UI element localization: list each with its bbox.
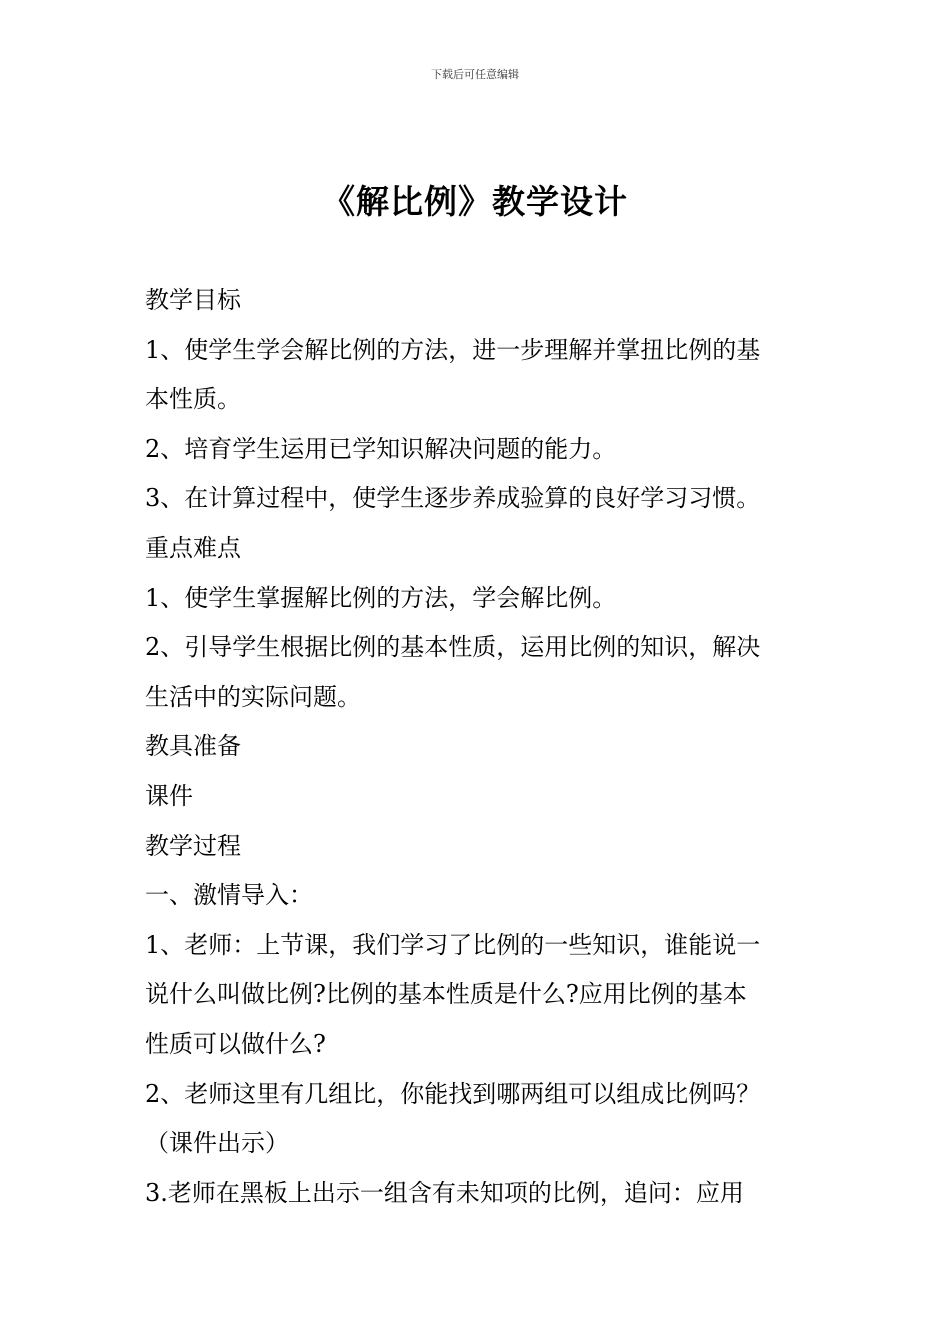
paragraph-line: 课件 [145, 781, 193, 810]
paragraph-line: 2、老师这里有几组比，你能找到哪两组可以组成比例吗？ [145, 1079, 761, 1108]
section-heading-materials: 教具准备 [145, 732, 241, 761]
section-heading-objectives: 教学目标 [145, 286, 241, 314]
paragraph-line: 性质可以做什么? [145, 1029, 326, 1058]
section-heading-key-points: 重点难点 [145, 533, 241, 562]
paragraph-line: 生活中的实际问题。 [145, 682, 361, 711]
paragraph-line: 1、老师：上节课，我们学习了比例的一些知识，谁能说一 [145, 930, 761, 959]
paragraph-line: 1、使学生掌握解比例的方法，学会解比例。 [145, 583, 617, 612]
paragraph-line: 3.老师在黑板上出示一组含有未知项的比例，追问：应用 [145, 1178, 744, 1207]
paragraph-line: 3、在计算过程中，使学生逐步养成验算的良好学习习惯。 [145, 484, 761, 513]
section-heading-process: 教学过程 [145, 831, 241, 860]
paragraph-line: 2、培育学生运用已学知识解决问题的能力。 [145, 434, 617, 463]
paragraph-line: 一、激情导入： [145, 881, 313, 910]
document-title: 《解比例》教学设计 [322, 182, 628, 221]
paragraph-line: 2、引导学生根据比例的基本性质，运用比例的知识，解决 [145, 633, 761, 662]
paragraph-line: 说什么叫做比例?比例的基本性质是什么?应用比例的基本 [145, 980, 747, 1009]
paragraph-line: （课件出示） [145, 1129, 289, 1158]
paragraph-line: 1、使学生学会解比例的方法，进一步理解并掌扭比例的基 [145, 335, 761, 364]
paragraph-line: 本性质。 [145, 385, 241, 414]
header-note: 下载后可任意编辑 [431, 68, 519, 81]
document-body [145, 276, 810, 1218]
